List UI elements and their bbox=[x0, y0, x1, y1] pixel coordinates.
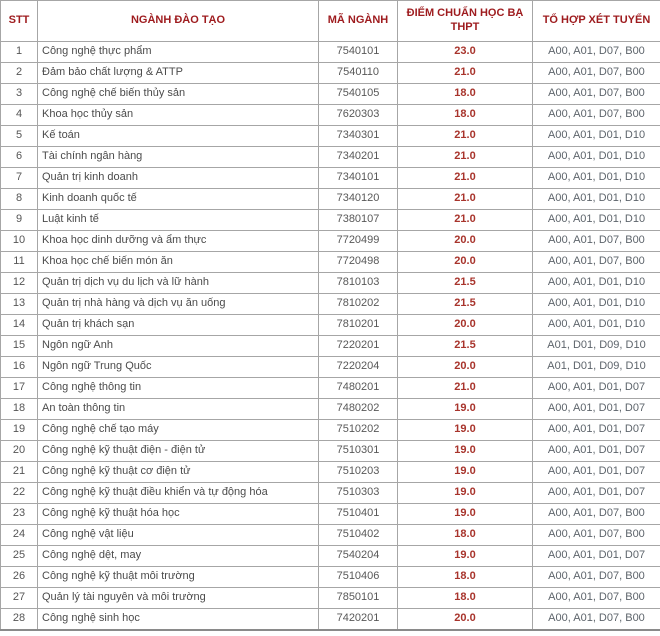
cell-stt: 3 bbox=[1, 84, 38, 105]
cell-combination: A00, A01, D01, D10 bbox=[533, 189, 660, 210]
table-row bbox=[1, 189, 660, 210]
cell-combination: A01, D01, D09, D10 bbox=[533, 336, 660, 357]
table-row bbox=[1, 420, 660, 441]
cell-program-code: 7510203 bbox=[319, 462, 398, 483]
cell-score: 21.0 bbox=[398, 126, 533, 147]
table-row bbox=[1, 378, 660, 399]
cell-score: 21.0 bbox=[398, 210, 533, 231]
cell-program-name: Tài chính ngân hàng bbox=[38, 147, 319, 168]
cell-program-code: 7380107 bbox=[319, 210, 398, 231]
table-row bbox=[1, 567, 660, 588]
cell-combination: A00, A01, D07, B00 bbox=[533, 588, 660, 609]
cell-combination: A00, A01, D07, B00 bbox=[533, 105, 660, 126]
cell-score: 18.0 bbox=[398, 567, 533, 588]
table-row bbox=[1, 588, 660, 609]
cell-program-code: 7340101 bbox=[319, 168, 398, 189]
cell-score: 20.0 bbox=[398, 231, 533, 252]
cell-combination: A00, A01, D07, B00 bbox=[533, 231, 660, 252]
cell-stt: 25 bbox=[1, 546, 38, 567]
cell-score: 21.5 bbox=[398, 336, 533, 357]
table-row bbox=[1, 126, 660, 147]
cell-score: 21.5 bbox=[398, 294, 533, 315]
cell-program-name: Kinh doanh quốc tế bbox=[38, 189, 319, 210]
cell-stt: 19 bbox=[1, 420, 38, 441]
table-row bbox=[1, 315, 660, 336]
cell-program-name: Quản trị dịch vụ du lịch và lữ hành bbox=[38, 273, 319, 294]
cell-combination: A00, A01, D01, D10 bbox=[533, 315, 660, 336]
cell-stt: 26 bbox=[1, 567, 38, 588]
cell-combination: A00, A01, D01, D07 bbox=[533, 462, 660, 483]
cell-score: 19.0 bbox=[398, 504, 533, 525]
cell-stt: 2 bbox=[1, 63, 38, 84]
cell-stt: 15 bbox=[1, 336, 38, 357]
table-row bbox=[1, 168, 660, 189]
cell-stt: 4 bbox=[1, 105, 38, 126]
cell-program-code: 7480202 bbox=[319, 399, 398, 420]
cell-program-code: 7510406 bbox=[319, 567, 398, 588]
table-header-row bbox=[1, 1, 660, 42]
cell-score: 19.0 bbox=[398, 441, 533, 462]
table-row bbox=[1, 462, 660, 483]
cell-score: 21.0 bbox=[398, 63, 533, 84]
cell-program-name: Ngôn ngữ Trung Quốc bbox=[38, 357, 319, 378]
cell-program-code: 7510202 bbox=[319, 420, 398, 441]
cell-score: 18.0 bbox=[398, 105, 533, 126]
cell-combination: A00, A01, D07, B00 bbox=[533, 504, 660, 525]
cell-combination: A00, A01, D07, B00 bbox=[533, 609, 660, 630]
cell-score: 21.0 bbox=[398, 189, 533, 210]
cell-program-code: 7480201 bbox=[319, 378, 398, 399]
cell-combination: A00, A01, D07, B00 bbox=[533, 42, 660, 63]
cell-stt: 1 bbox=[1, 42, 38, 63]
cell-score: 18.0 bbox=[398, 588, 533, 609]
cell-combination: A00, A01, D01, D07 bbox=[533, 483, 660, 504]
cell-combination: A01, D01, D09, D10 bbox=[533, 357, 660, 378]
cell-score: 21.0 bbox=[398, 378, 533, 399]
table-row bbox=[1, 294, 660, 315]
header-program-code: MÃ NGÀNH bbox=[319, 1, 398, 42]
table-row bbox=[1, 84, 660, 105]
cell-program-code: 7540101 bbox=[319, 42, 398, 63]
table-row bbox=[1, 504, 660, 525]
cell-stt: 9 bbox=[1, 210, 38, 231]
table-row bbox=[1, 147, 660, 168]
cell-combination: A00, A01, D01, D07 bbox=[533, 546, 660, 567]
cell-combination: A00, A01, D01, D07 bbox=[533, 378, 660, 399]
cell-program-code: 7420201 bbox=[319, 609, 398, 630]
table-row bbox=[1, 252, 660, 273]
cell-combination: A00, A01, D07, B00 bbox=[533, 567, 660, 588]
cell-stt: 6 bbox=[1, 147, 38, 168]
cell-program-name: Công nghệ kỹ thuật hóa học bbox=[38, 504, 319, 525]
cell-program-name: Quản trị kinh doanh bbox=[38, 168, 319, 189]
cell-combination: A00, A01, D07, B00 bbox=[533, 84, 660, 105]
cell-stt: 17 bbox=[1, 378, 38, 399]
cell-combination: A00, A01, D01, D07 bbox=[533, 420, 660, 441]
cell-program-code: 7810103 bbox=[319, 273, 398, 294]
cell-combination: A00, A01, D01, D10 bbox=[533, 147, 660, 168]
cell-combination: A00, A01, D07, B00 bbox=[533, 63, 660, 84]
table-row bbox=[1, 525, 660, 546]
header-stt: STT bbox=[1, 1, 38, 42]
cell-score: 20.0 bbox=[398, 357, 533, 378]
table-row bbox=[1, 63, 660, 84]
cell-program-code: 7510303 bbox=[319, 483, 398, 504]
cell-program-name: Công nghệ kỹ thuật điện - điện tử bbox=[38, 441, 319, 462]
cell-program-name: Quản trị khách sạn bbox=[38, 315, 319, 336]
cell-program-name: Công nghệ thực phẩm bbox=[38, 42, 319, 63]
cell-program-name: An toàn thông tin bbox=[38, 399, 319, 420]
cell-program-code: 7510301 bbox=[319, 441, 398, 462]
cell-stt: 7 bbox=[1, 168, 38, 189]
cell-program-name: Công nghệ chế biến thủy sản bbox=[38, 84, 319, 105]
cell-stt: 22 bbox=[1, 483, 38, 504]
cell-program-code: 7510402 bbox=[319, 525, 398, 546]
cell-stt: 14 bbox=[1, 315, 38, 336]
cell-score: 20.0 bbox=[398, 252, 533, 273]
cell-score: 18.0 bbox=[398, 84, 533, 105]
cell-score: 19.0 bbox=[398, 546, 533, 567]
cell-program-name: Ngôn ngữ Anh bbox=[38, 336, 319, 357]
cell-combination: A00, A01, D01, D10 bbox=[533, 273, 660, 294]
cell-score: 19.0 bbox=[398, 420, 533, 441]
cell-program-code: 7720499 bbox=[319, 231, 398, 252]
cell-stt: 18 bbox=[1, 399, 38, 420]
cell-program-name: Công nghệ kỹ thuật môi trường bbox=[38, 567, 319, 588]
table-row bbox=[1, 231, 660, 252]
cell-program-name: Quản lý tài nguyên và môi trường bbox=[38, 588, 319, 609]
table-row bbox=[1, 336, 660, 357]
cell-program-code: 7220201 bbox=[319, 336, 398, 357]
cell-program-name: Công nghệ sinh học bbox=[38, 609, 319, 630]
cell-program-name: Đảm bảo chất lượng & ATTP bbox=[38, 63, 319, 84]
cell-stt: 11 bbox=[1, 252, 38, 273]
cell-program-code: 7220204 bbox=[319, 357, 398, 378]
cell-combination: A00, A01, D01, D10 bbox=[533, 126, 660, 147]
cell-program-name: Công nghệ kỹ thuật cơ điện tử bbox=[38, 462, 319, 483]
cell-stt: 27 bbox=[1, 588, 38, 609]
cell-stt: 16 bbox=[1, 357, 38, 378]
cell-score: 21.5 bbox=[398, 273, 533, 294]
cell-stt: 24 bbox=[1, 525, 38, 546]
cell-stt: 8 bbox=[1, 189, 38, 210]
table-row bbox=[1, 210, 660, 231]
cell-stt: 10 bbox=[1, 231, 38, 252]
cell-program-code: 7340120 bbox=[319, 189, 398, 210]
cell-score: 19.0 bbox=[398, 399, 533, 420]
header-exam-combination: TỔ HỢP XÉT TUYỂN bbox=[533, 1, 660, 42]
cell-score: 19.0 bbox=[398, 462, 533, 483]
table-row bbox=[1, 609, 660, 630]
cell-program-name: Công nghệ vật liệu bbox=[38, 525, 319, 546]
header-program-name: NGÀNH ĐÀO TẠO bbox=[38, 1, 319, 42]
cell-program-code: 7510401 bbox=[319, 504, 398, 525]
cell-program-code: 7720498 bbox=[319, 252, 398, 273]
cell-stt: 20 bbox=[1, 441, 38, 462]
cell-stt: 21 bbox=[1, 462, 38, 483]
cell-program-code: 7540110 bbox=[319, 63, 398, 84]
cell-program-code: 7810201 bbox=[319, 315, 398, 336]
cell-stt: 23 bbox=[1, 504, 38, 525]
cell-program-code: 7810202 bbox=[319, 294, 398, 315]
cell-program-name: Khoa học chế biến món ăn bbox=[38, 252, 319, 273]
cell-stt: 12 bbox=[1, 273, 38, 294]
cell-program-name: Quản trị nhà hàng và dịch vụ ăn uống bbox=[38, 294, 319, 315]
cell-program-name: Công nghệ chế tạo máy bbox=[38, 420, 319, 441]
cell-program-code: 7540204 bbox=[319, 546, 398, 567]
table-row bbox=[1, 105, 660, 126]
table-row bbox=[1, 399, 660, 420]
cell-score: 19.0 bbox=[398, 483, 533, 504]
table-row bbox=[1, 357, 660, 378]
cell-program-name: Khoa học thủy sản bbox=[38, 105, 319, 126]
table-row bbox=[1, 42, 660, 63]
cell-score: 18.0 bbox=[398, 525, 533, 546]
cell-program-code: 7850101 bbox=[319, 588, 398, 609]
cell-program-name: Kế toán bbox=[38, 126, 319, 147]
cell-program-code: 7340201 bbox=[319, 147, 398, 168]
cell-program-name: Công nghệ dệt, may bbox=[38, 546, 319, 567]
table-row bbox=[1, 546, 660, 567]
cell-program-name: Công nghệ kỹ thuật điều khiển và tự động hóa bbox=[38, 483, 319, 504]
cell-stt: 5 bbox=[1, 126, 38, 147]
cell-combination: A00, A01, D01, D07 bbox=[533, 399, 660, 420]
cell-combination: A00, A01, D01, D10 bbox=[533, 210, 660, 231]
cell-score: 20.0 bbox=[398, 315, 533, 336]
cell-score: 21.0 bbox=[398, 168, 533, 189]
cell-combination: A00, A01, D01, D10 bbox=[533, 168, 660, 189]
cell-score: 21.0 bbox=[398, 147, 533, 168]
cell-combination: A00, A01, D01, D10 bbox=[533, 294, 660, 315]
cell-stt: 13 bbox=[1, 294, 38, 315]
cell-program-name: Công nghệ thông tin bbox=[38, 378, 319, 399]
cell-stt: 28 bbox=[1, 609, 38, 630]
table-body bbox=[1, 42, 660, 630]
header-admission-score: ĐIỂM CHUẨN HỌC BẠ THPT bbox=[398, 1, 533, 42]
cell-score: 23.0 bbox=[398, 42, 533, 63]
cell-combination: A00, A01, D07, B00 bbox=[533, 525, 660, 546]
cell-program-name: Khoa học dinh dưỡng và ẩm thực bbox=[38, 231, 319, 252]
cell-combination: A00, A01, D01, D07 bbox=[533, 441, 660, 462]
table-row bbox=[1, 483, 660, 504]
cell-program-name: Luật kinh tế bbox=[38, 210, 319, 231]
cell-combination: A00, A01, D07, B00 bbox=[533, 252, 660, 273]
cell-program-code: 7620303 bbox=[319, 105, 398, 126]
table-row bbox=[1, 273, 660, 294]
cell-program-code: 7540105 bbox=[319, 84, 398, 105]
table-row bbox=[1, 441, 660, 462]
cell-score: 20.0 bbox=[398, 609, 533, 630]
cell-program-code: 7340301 bbox=[319, 126, 398, 147]
